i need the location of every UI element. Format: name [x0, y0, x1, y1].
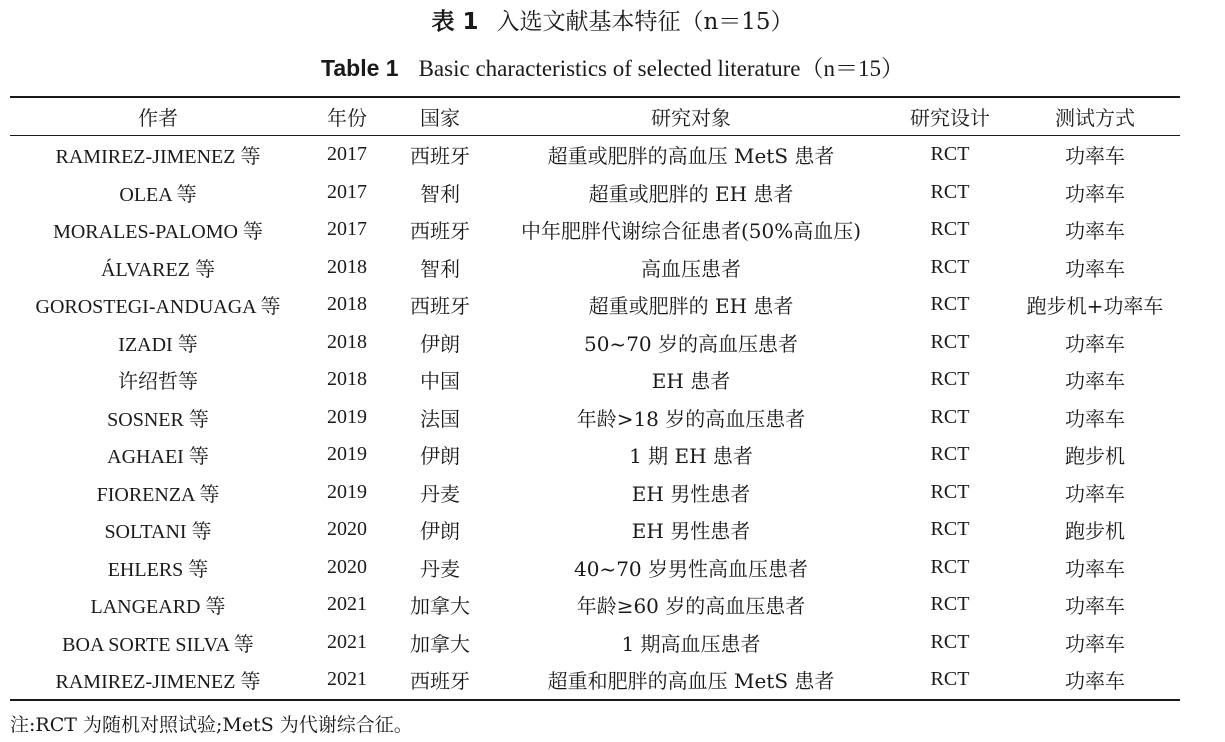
design-cell: RCT — [930, 330, 970, 353]
year-cell: 2021 — [327, 668, 367, 691]
table-header-row — [10, 97, 1180, 136]
table-row — [10, 174, 1180, 212]
country-cell: 西班牙 — [410, 144, 470, 169]
literature-table — [10, 96, 1180, 701]
author-cell: EHLERS 等 — [107, 558, 209, 581]
country-cell: 伊朗 — [420, 331, 460, 356]
author-cell: RAMIREZ-JIMENEZ 等 — [55, 671, 261, 694]
subject-cell: EH 患者 — [651, 369, 731, 394]
country-cell: 智利 — [420, 181, 460, 206]
test-method-cell: 功率车 — [1065, 594, 1125, 619]
author-cell: BOA SORTE SILVA 等 — [62, 633, 254, 656]
author-cell: OLEA 等 — [119, 183, 197, 206]
year-cell: 2017 — [327, 218, 367, 241]
design-cell: RCT — [930, 218, 970, 241]
year-cell: 2019 — [327, 405, 367, 428]
year-cell: 2017 — [327, 143, 367, 166]
country-cell: 伊朗 — [420, 519, 460, 544]
subject-cell: 1 期 EH 患者 — [629, 444, 753, 469]
design-cell: RCT — [930, 630, 970, 653]
test-method-cell: 功率车 — [1065, 331, 1125, 356]
author-cell: GOROSTEGI-ANDUAGA 等 — [35, 296, 281, 319]
table-row — [10, 436, 1180, 474]
table-label-cn: 表 1 — [431, 9, 479, 35]
design-cell: RCT — [930, 555, 970, 578]
country-cell: 西班牙 — [410, 669, 470, 694]
country-cell: 加拿大 — [410, 594, 470, 619]
year-cell: 2021 — [327, 593, 367, 616]
author-cell: ÁLVAREZ 等 — [101, 258, 215, 281]
author-cell: IZADI 等 — [118, 333, 198, 356]
test-method-cell: 功率车 — [1065, 631, 1125, 656]
subject-cell: 超重或肥胖的高血压 MetS 患者 — [547, 144, 835, 169]
year-cell: 2020 — [327, 518, 367, 541]
table-row — [10, 549, 1180, 587]
year-cell: 2020 — [327, 555, 367, 578]
subject-cell: 超重或肥胖的 EH 患者 — [588, 181, 794, 206]
table-title-chinese — [0, 6, 1225, 38]
country-cell: 法国 — [420, 406, 460, 431]
table-row — [10, 511, 1180, 549]
design-cell: RCT — [930, 443, 970, 466]
test-method-cell: 功率车 — [1065, 406, 1125, 431]
header-test-method: 测试方式 — [1055, 106, 1135, 130]
test-method-cell: 功率车 — [1065, 144, 1125, 169]
subject-cell: 1 期高血压患者 — [621, 631, 761, 656]
author-cell: SOLTANI 等 — [104, 521, 212, 544]
design-cell: RCT — [930, 518, 970, 541]
table-row — [10, 586, 1180, 624]
author-cell: AGHAEI 等 — [107, 446, 209, 469]
table-row — [10, 136, 1180, 174]
table-row — [10, 474, 1180, 512]
header-country: 国家 — [420, 106, 460, 130]
test-method-cell: 功率车 — [1065, 369, 1125, 394]
country-cell: 丹麦 — [420, 556, 460, 581]
table-row — [10, 361, 1180, 399]
subject-cell: 超重和肥胖的高血压 MetS 患者 — [547, 669, 835, 694]
table-row — [10, 286, 1180, 324]
country-cell: 智利 — [420, 256, 460, 281]
country-cell: 加拿大 — [410, 631, 470, 656]
country-cell: 西班牙 — [410, 219, 470, 244]
design-cell: RCT — [930, 143, 970, 166]
subject-cell: 50~70 岁的高血压患者 — [583, 331, 798, 356]
subject-cell: 超重或肥胖的 EH 患者 — [588, 294, 794, 319]
country-cell: 西班牙 — [410, 294, 470, 319]
test-method-cell: 功率车 — [1065, 669, 1125, 694]
test-method-cell: 跑步机 — [1065, 519, 1125, 544]
table-row — [10, 211, 1180, 249]
subject-cell: 中年肥胖代谢综合征患者(50%高血压) — [520, 219, 862, 244]
table-title-english — [0, 52, 1225, 85]
test-method-cell: 功率车 — [1065, 481, 1125, 506]
year-cell: 2018 — [327, 255, 367, 278]
year-cell: 2018 — [327, 293, 367, 316]
table-caption-cn: 入选文献基本特征（n＝15） — [496, 9, 794, 35]
country-cell: 伊朗 — [420, 444, 460, 469]
subject-cell: 高血压患者 — [641, 256, 741, 281]
header-design: 研究设计 — [910, 108, 990, 130]
year-cell: 2021 — [327, 630, 367, 653]
author-cell: 许绍哲等 — [118, 371, 198, 394]
table-row — [10, 249, 1180, 287]
table-row — [10, 624, 1180, 662]
design-cell: RCT — [930, 293, 970, 316]
test-method-cell: 功率车 — [1065, 219, 1125, 244]
subject-cell: 40~70 岁男性高血压患者 — [573, 556, 808, 581]
author-cell: RAMIREZ-JIMENEZ 等 — [55, 146, 261, 169]
table-footnote: 注:RCT 为随机对照试验;MetS 为代谢综合征。 — [10, 714, 413, 736]
header-subject: 研究对象 — [651, 106, 731, 130]
author-cell: MORALES-PALOMO 等 — [53, 221, 263, 244]
design-cell: RCT — [930, 405, 970, 428]
header-year: 年份 — [327, 108, 367, 130]
year-cell: 2019 — [327, 480, 367, 503]
test-method-cell: 功率车 — [1065, 556, 1125, 581]
author-cell: SOSNER 等 — [107, 408, 209, 431]
subject-cell: 年龄>18 岁的高血压患者 — [576, 406, 806, 431]
table-row — [10, 399, 1180, 437]
country-cell: 中国 — [420, 369, 460, 394]
test-method-cell: 跑步机 — [1065, 444, 1125, 469]
subject-cell: EH 男性患者 — [631, 481, 751, 506]
test-method-cell: 功率车 — [1065, 181, 1125, 206]
design-cell: RCT — [930, 668, 970, 691]
table-label-en: Table 1 — [321, 55, 399, 81]
author-cell: LANGEARD 等 — [90, 596, 226, 619]
design-cell: RCT — [930, 255, 970, 278]
test-method-cell: 跑步机+功率车 — [1026, 294, 1164, 319]
year-cell: 2017 — [327, 180, 367, 203]
design-cell: RCT — [930, 593, 970, 616]
design-cell: RCT — [930, 368, 970, 391]
table-row — [10, 661, 1180, 700]
author-cell: FIORENZA 等 — [96, 483, 220, 506]
subject-cell: EH 男性患者 — [631, 519, 751, 544]
year-cell: 2019 — [327, 443, 367, 466]
year-cell: 2018 — [327, 368, 367, 391]
test-method-cell: 功率车 — [1065, 256, 1125, 281]
table-caption-en: Basic characteristics of selected literature（n＝15） — [418, 56, 904, 81]
subject-cell: 年龄≥60 岁的高血压患者 — [576, 594, 806, 619]
design-cell: RCT — [930, 480, 970, 503]
design-cell: RCT — [930, 180, 970, 203]
header-author: 作者 — [138, 108, 178, 130]
table-row — [10, 324, 1180, 362]
year-cell: 2018 — [327, 330, 367, 353]
country-cell: 丹麦 — [420, 481, 460, 506]
